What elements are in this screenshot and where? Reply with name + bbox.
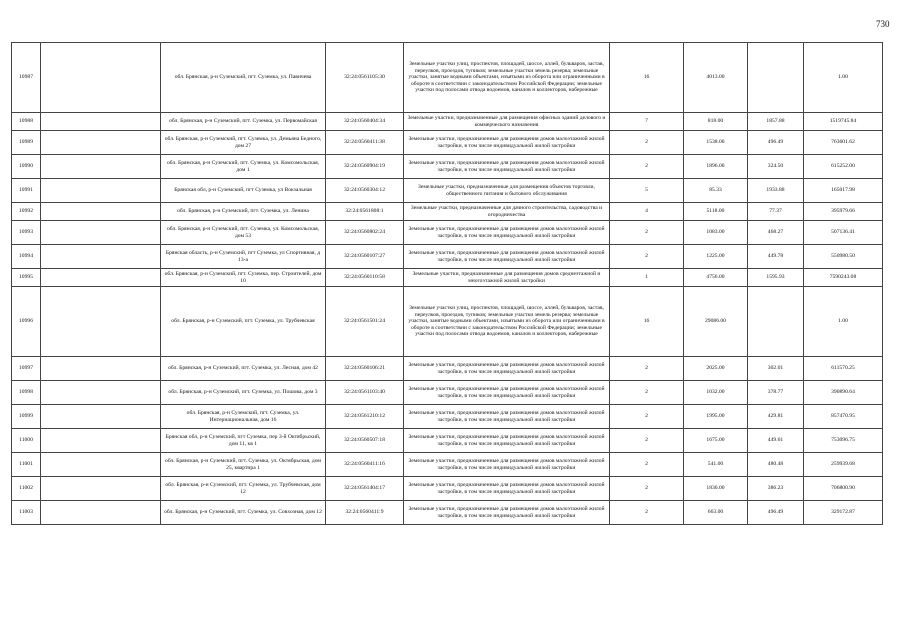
cadastral-value-cell: 1.00 — [804, 287, 883, 357]
row-number-cell: 11001 — [12, 453, 41, 477]
cadastral-value-cell: 329172.87 — [804, 501, 883, 525]
address-cell: обл. Брянская, р-н Суземский, пгт. Суземка, ул. Лесная, дом 42 — [161, 357, 326, 381]
cadastral-value-cell: 706800.90 — [804, 477, 883, 501]
row-number-cell: 10990 — [12, 155, 41, 179]
cadastral-value-cell: 611570.25 — [804, 357, 883, 381]
use-group-cell: 1 — [610, 269, 684, 287]
use-group-cell: 2 — [610, 155, 684, 179]
land-use-cell: Земельные участки, предназначенные для размещения офисных зданий делового и коммерческого назначения — [404, 113, 610, 131]
row-number-cell: 10999 — [12, 405, 41, 429]
address-cell: обл. Брянская, р-н Суземский, пгт. Суземка, ул. Октябрьская, дом 25, квартира 1 — [161, 453, 326, 477]
land-use-cell: Земельные участки, предназначенные для размещения домов малоэтажной жилой застройки, в том числе индивидуальной жилой застройки — [404, 477, 610, 501]
table-row — [12, 381, 883, 405]
area-cell: 2025.00 — [684, 357, 748, 381]
land-use-cell: Земельные участки, предназначенные для размещения домов малоэтажной жилой застройки, в том числе индивидуальной жилой застройки — [404, 501, 610, 525]
use-group-cell: 2 — [610, 381, 684, 405]
empty-cell — [41, 405, 161, 429]
table-row — [12, 113, 883, 131]
specific-value-cell: 77.37 — [748, 203, 804, 221]
address-cell: обл. Брянская, р-н Суземский, пгт. Суземка, ул. Интернациональная, дом 16 — [161, 405, 326, 429]
cadastral-value-cell: 165017.98 — [804, 179, 883, 203]
area-cell: 1675.00 — [684, 429, 748, 453]
specific-value-cell: 449.78 — [748, 245, 804, 269]
address-cell: обл. Брянская, р-н Суземский, пгт. Суземка, ул. Первомайская — [161, 113, 326, 131]
empty-cell — [41, 477, 161, 501]
page-number: 730 — [876, 19, 890, 29]
specific-value-cell: 480.48 — [748, 453, 804, 477]
table-row — [12, 269, 883, 287]
area-cell: 541.00 — [684, 453, 748, 477]
cadastral-value-cell: 857470.95 — [804, 405, 883, 429]
row-number-cell: 10995 — [12, 269, 41, 287]
address-cell: обл. Брянская, р-н Суземский, пгт. Суземка, ул. Павичева — [161, 43, 326, 113]
use-group-cell: 2 — [610, 221, 684, 245]
row-number-cell: 10989 — [12, 131, 41, 155]
cadastral-value-cell: 1.00 — [804, 43, 883, 113]
table-row — [12, 357, 883, 381]
row-number-cell: 10991 — [12, 179, 41, 203]
use-group-cell: 2 — [610, 405, 684, 429]
specific-value-cell: 324.50 — [748, 155, 804, 179]
address-cell: обл. Брянская, р-н Суземский, пгт. Суземка, ул. Трубчевская — [161, 287, 326, 357]
table-row — [12, 477, 883, 501]
address-cell: Брянская обл, р-н Суземский, пгт Суземка, пер 3-й Октябрьский, дом 11, кв 1 — [161, 429, 326, 453]
area-cell: 4013.00 — [684, 43, 748, 113]
table-row — [12, 179, 883, 203]
empty-cell — [41, 113, 161, 131]
cadastral-number-cell: 32:24:0560507:18 — [326, 429, 404, 453]
specific-value-cell: 378.77 — [748, 381, 804, 405]
row-number-cell: 11003 — [12, 501, 41, 525]
empty-cell — [41, 287, 161, 357]
cadastral-number-cell: 32:24:0560106:21 — [326, 357, 404, 381]
cadastral-number-cell: 32:24:0560802:24 — [326, 221, 404, 245]
land-use-cell: Земельные участки, предназначенные для размещения домов малоэтажной жилой застройки, в том числе индивидуальной жилой застройки — [404, 381, 610, 405]
cadastral-number-cell: 32:24:0561501:24 — [326, 287, 404, 357]
address-cell: обл. Брянская, р-н Суземский, пгт. Суземка, ул. Трубчевская, дом 12 — [161, 477, 326, 501]
use-group-cell: 2 — [610, 131, 684, 155]
row-number-cell: 10993 — [12, 221, 41, 245]
land-use-cell: Земельные участки улиц, проспектов, площадей, шоссе, аллей, бульваров, застав, переулков, проездов, тупиков; земельные участки земель резерва; земельные участки, занятые водными объектами, изъятыми из оборота или ограниченными в обороте в соответствии с законодательством Российской Федерации; земельные участки под полосами отвода водоемов, каналов и коллекторов, набережные — [404, 43, 610, 113]
address-cell: обл. Брянская, р-н Суземский, пгт. Суземка, пер. Строителей, дом 10 — [161, 269, 326, 287]
use-group-cell: 4 — [610, 203, 684, 221]
land-use-cell: Земельные участки, предназначенные для размещения домов малоэтажной жилой застройки, в том числе индивидуальной жилой застройки — [404, 357, 610, 381]
specific-value-cell: 1933.88 — [748, 179, 804, 203]
specific-value-cell: 1595.93 — [748, 269, 804, 287]
empty-cell — [41, 245, 161, 269]
row-number-cell: 10988 — [12, 113, 41, 131]
empty-cell — [41, 131, 161, 155]
use-group-cell: 5 — [610, 179, 684, 203]
row-number-cell: 10998 — [12, 381, 41, 405]
table-row — [12, 221, 883, 245]
cadastral-number-cell: 32:24:0561404:17 — [326, 477, 404, 501]
address-cell: Брянская область, р-н Суземский, пгт Суземка, ул Спортивная, д 13-а — [161, 245, 326, 269]
area-cell: 29086.00 — [684, 287, 748, 357]
table-row — [12, 43, 883, 113]
cadastral-number-cell: 32:24:0561103:40 — [326, 381, 404, 405]
cadastral-number-cell: 32:24:0561210:12 — [326, 405, 404, 429]
empty-cell — [41, 453, 161, 477]
area-cell: 1032.00 — [684, 381, 748, 405]
address-cell: обл. Брянская, р-н Суземский, пгт. Суземка, ул. Комсомольская, дом 1 — [161, 155, 326, 179]
land-use-cell: Земельные участки, предназначенные для размещения домов среднеэтажной и многоэтажной жилой застройки — [404, 269, 610, 287]
area-cell: 1896.00 — [684, 155, 748, 179]
table-row — [12, 131, 883, 155]
use-group-cell: 16 — [610, 43, 684, 113]
area-cell: 85.33 — [684, 179, 748, 203]
address-cell: Брянская обл, р-н Суземский, пгт Суземка, ул Вокзальная — [161, 179, 326, 203]
area-cell: 1995.00 — [684, 405, 748, 429]
table-row — [12, 245, 883, 269]
cadastral-number-cell: 32:24:0561808:1 — [326, 203, 404, 221]
address-cell: обл. Брянская, р-н Суземский, пгт. Суземка, ул. Ленина — [161, 203, 326, 221]
cadastral-value-cell: 7590243.08 — [804, 269, 883, 287]
land-use-cell: Земельные участки, предназначенные для размещения домов малоэтажной жилой застройки, в том числе индивидуальной жилой застройки — [404, 405, 610, 429]
empty-cell — [41, 501, 161, 525]
specific-value-cell: 429.81 — [748, 405, 804, 429]
specific-value-cell: 1857.88 — [748, 113, 804, 131]
cadastral-value-cell: 259939.68 — [804, 453, 883, 477]
row-number-cell: 10987 — [12, 43, 41, 113]
empty-cell — [41, 357, 161, 381]
table-row — [12, 501, 883, 525]
empty-cell — [41, 179, 161, 203]
area-cell: 4756.00 — [684, 269, 748, 287]
cadastral-value-cell: 390890.64 — [804, 381, 883, 405]
address-cell: обл. Брянская, р-н Суземский, пгт. Суземка, ул. Пошова, дом 3 — [161, 381, 326, 405]
table-row — [12, 453, 883, 477]
empty-cell — [41, 221, 161, 245]
cadastral-value-cell: 763601.62 — [804, 131, 883, 155]
address-cell: обл. Брянская, р-н Суземский, пгт. Суземка, ул. Демьяна Бедного, дом 27 — [161, 131, 326, 155]
table-row — [12, 429, 883, 453]
empty-cell — [41, 269, 161, 287]
address-cell: обл. Брянская, р-н Суземский, пгт. Суземка, ул. Комсомольская, дом 53 — [161, 221, 326, 245]
empty-cell — [41, 429, 161, 453]
use-group-cell: 2 — [610, 429, 684, 453]
land-use-cell: Земельные участки, предназначенные для размещения домов малоэтажной жилой застройки, в том числе индивидуальной жилой застройки — [404, 131, 610, 155]
area-cell: 5118.00 — [684, 203, 748, 221]
empty-cell — [41, 43, 161, 113]
row-number-cell: 10994 — [12, 245, 41, 269]
use-group-cell: 2 — [610, 453, 684, 477]
area-cell: 1538.00 — [684, 131, 748, 155]
cadastral-number-cell: 32:24:0560411:16 — [326, 453, 404, 477]
cadastral-value-table — [11, 42, 883, 525]
cadastral-value-cell: 615252.00 — [804, 155, 883, 179]
cadastral-number-cell: 32:24:0560411:38 — [326, 131, 404, 155]
area-cell: 818.00 — [684, 113, 748, 131]
empty-cell — [41, 203, 161, 221]
specific-value-cell — [748, 287, 804, 357]
land-use-cell: Земельные участки, предназначенные для размещения домов малоэтажной жилой застройки, в том числе индивидуальной жилой застройки — [404, 429, 610, 453]
cadastral-number-cell: 32:24:0560304:12 — [326, 179, 404, 203]
table-row — [12, 155, 883, 179]
row-number-cell: 10997 — [12, 357, 41, 381]
land-use-cell: Земельные участки, предназначенные для размещения домов малоэтажной жилой застройки, в том числе индивидуальной жилой застройки — [404, 245, 610, 269]
cadastral-number-cell: 32:24:0560404:34 — [326, 113, 404, 131]
land-use-cell: Земельные участки, предназначенные для размещения объектов торговли, общественного питания и бытового обслуживания — [404, 179, 610, 203]
cadastral-number-cell: 32:24:0560411:9 — [326, 501, 404, 525]
land-use-cell: Земельные участки, предназначенные для размещения домов малоэтажной жилой застройки, в том числе индивидуальной жилой застройки — [404, 155, 610, 179]
area-cell: 1083.00 — [684, 221, 748, 245]
cadastral-number-cell: 32:24:0560110:58 — [326, 269, 404, 287]
land-use-cell: Земельные участки, предназначенные для размещения домов малоэтажной жилой застройки, в том числе индивидуальной жилой застройки — [404, 453, 610, 477]
table-row — [12, 203, 883, 221]
cadastral-value-cell: 1519745.84 — [804, 113, 883, 131]
specific-value-cell: 302.01 — [748, 357, 804, 381]
land-use-cell: Земельные участки, предназначенные для размещения домов малоэтажной жилой застройки, в том числе индивидуальной жилой застройки — [404, 221, 610, 245]
empty-cell — [41, 155, 161, 179]
area-cell: 663.00 — [684, 501, 748, 525]
area-cell: 1830.00 — [684, 477, 748, 501]
row-number-cell: 10996 — [12, 287, 41, 357]
specific-value-cell: 496.49 — [748, 501, 804, 525]
cadastral-value-cell: 753096.75 — [804, 429, 883, 453]
cadastral-value-cell: 507136.41 — [804, 221, 883, 245]
use-group-cell: 2 — [610, 477, 684, 501]
use-group-cell: 2 — [610, 501, 684, 525]
specific-value-cell — [748, 43, 804, 113]
specific-value-cell: 449.61 — [748, 429, 804, 453]
empty-cell — [41, 381, 161, 405]
land-use-cell: Земельные участки, предназначенные для дачного строительства, садоводства и огородничества — [404, 203, 610, 221]
row-number-cell: 11002 — [12, 477, 41, 501]
cadastral-number-cell: 32:24:0560107:27 — [326, 245, 404, 269]
cadastral-number-cell: 32:24:0560904:19 — [326, 155, 404, 179]
use-group-cell: 2 — [610, 357, 684, 381]
cadastral-value-cell: 550980.50 — [804, 245, 883, 269]
table-body — [12, 43, 883, 525]
row-number-cell: 10992 — [12, 203, 41, 221]
use-group-cell: 16 — [610, 287, 684, 357]
table-row — [12, 287, 883, 357]
use-group-cell: 2 — [610, 245, 684, 269]
address-cell: обл. Брянская, р-н Суземский, пгт. Суземка, ул. Совхозная, дом 12 — [161, 501, 326, 525]
area-cell: 1225.00 — [684, 245, 748, 269]
row-number-cell: 11000 — [12, 429, 41, 453]
specific-value-cell: 468.27 — [748, 221, 804, 245]
table-row — [12, 405, 883, 429]
cadastral-number-cell: 32:24:0561105:30 — [326, 43, 404, 113]
specific-value-cell: 496.49 — [748, 131, 804, 155]
use-group-cell: 7 — [610, 113, 684, 131]
cadastral-value-cell: 395979.66 — [804, 203, 883, 221]
land-use-cell: Земельные участки улиц, проспектов, площадей, шоссе, аллей, бульваров, застав, переулков, проездов, тупиков; земельные участки земель резерва; земельные участки, занятые водными объектами, изъятыми из оборота или ограниченными в обороте в соответствии с законодательством Российской Федерации; земельные участки под полосами отвода водоемов, каналов и коллекторов, набережные — [404, 287, 610, 357]
specific-value-cell: 386.23 — [748, 477, 804, 501]
